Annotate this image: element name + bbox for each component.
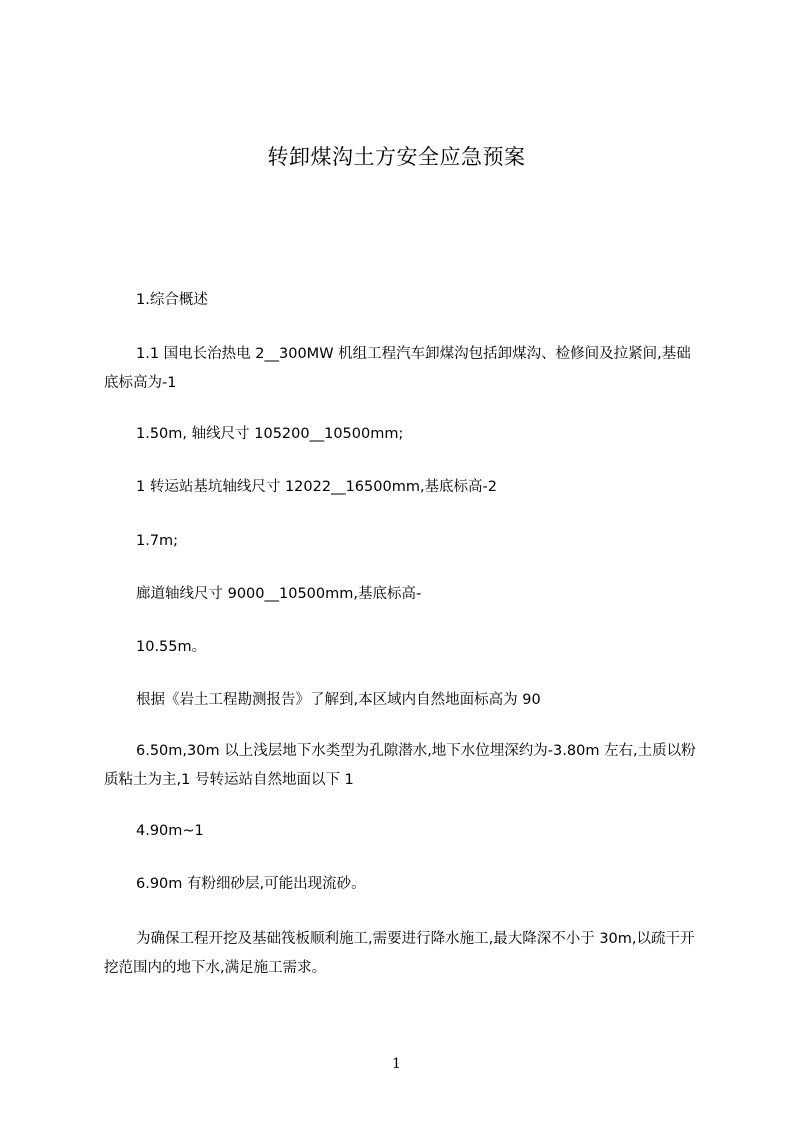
- page-number: 1: [392, 1056, 401, 1072]
- paragraph-corridor-elevation: 10.55m。: [136, 639, 207, 655]
- paragraph-axis-size: 1.50m, 轴线尺寸 105200__10500mm;: [136, 426, 404, 442]
- paragraph-survey-report: 根据《岩土工程勘测报告》了解到,本区域内自然地面标高为 90: [136, 692, 541, 708]
- document-title: 转卸煤沟土方安全应急预案: [267, 145, 526, 169]
- paragraph-transfer-station: 1 转运站基坑轴线尺寸 12022__16500mm,基底标高-2: [136, 479, 498, 495]
- paragraph-elevation: 1.7m;: [136, 533, 179, 549]
- paragraph-quicksand: 6.90m 有粉细砂层,可能出现流砂。: [136, 876, 366, 892]
- paragraph-sand-depth: 4.90m~1: [136, 823, 204, 839]
- section-heading-overview: 1.综合概述: [136, 292, 208, 308]
- paragraph-1-1: 1.1 国电长治热电 2__300MW 机组工程汽车卸煤沟包括卸煤沟、检修间及拉紧间,基础底标高为-1: [104, 346, 691, 391]
- paragraph-dewatering: 为确保工程开挖及基础筏板顺利施工,需要进行降水施工,最大降深不小于 30m,以疏干开挖范围内的地下水,满足施工需求。: [104, 931, 695, 976]
- paragraph-corridor: 廊道轴线尺寸 9000__10500mm,基底标高-: [136, 586, 422, 602]
- paragraph-groundwater: 6.50m,30m 以上浅层地下水类型为孔隙潜水,地下水位埋深约为-3.80m 左右,土质以粉质粘土为主,1 号转运站自然地面以下 1: [104, 743, 696, 788]
